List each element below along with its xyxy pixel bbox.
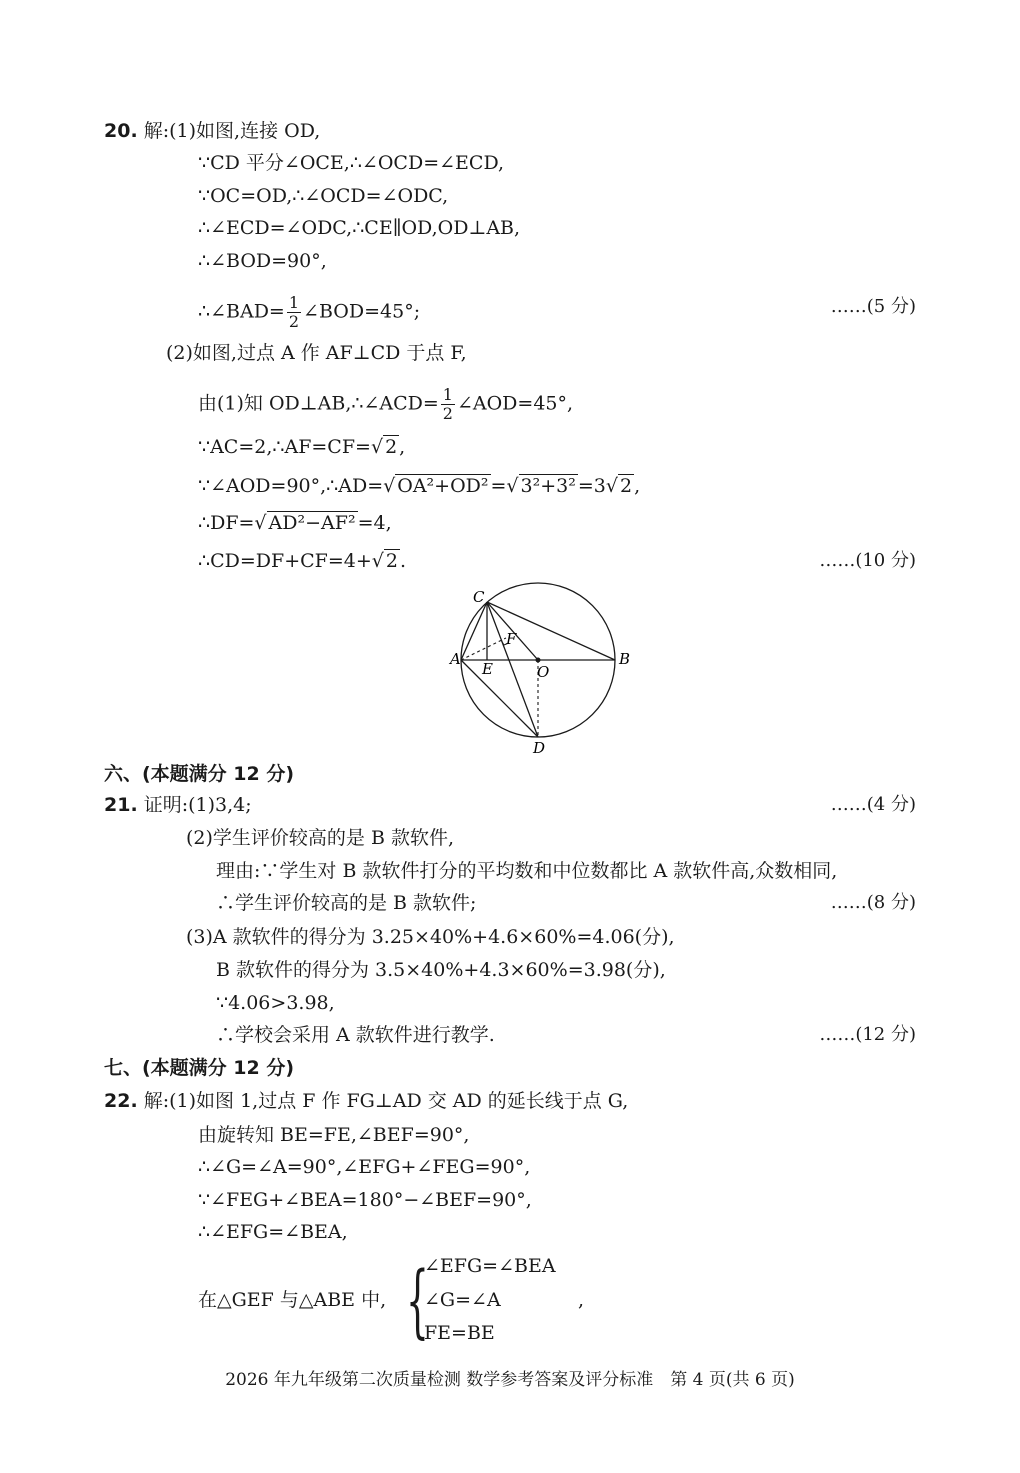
q20-m3-radicand-2: 3²+3² [520, 475, 576, 497]
segment-ad [461, 660, 538, 737]
label-c: C [473, 588, 485, 606]
q20-part2-line-4 [198, 510, 392, 536]
q21-intro: 证明:(1)3,4; [143, 794, 252, 816]
q20-m3-radicand-3: 2 [620, 475, 633, 497]
label-d: D [533, 739, 546, 757]
q20-part2-line-5 [198, 548, 406, 574]
q22-line-1: 由旋转知 BE=FE,∠BEF=90°, [198, 1124, 470, 1146]
q22-heading [104, 1088, 628, 1114]
q21-score-12: ……(12 分) [819, 1024, 916, 1045]
q22-system-line-3: FE=BE [424, 1322, 495, 1344]
q20-m5-post: . [399, 550, 407, 572]
system-brace: { [406, 1254, 429, 1347]
q20-m1-pre: 由(1)知 OD⊥AB,∴∠ACD= [198, 392, 439, 415]
label-b: B [619, 650, 631, 668]
q22-line-3: ∵∠FEG+∠BEA=180°−∠BEF=90°, [198, 1189, 532, 1211]
segment-af-dashed [461, 638, 506, 660]
section-7-title: 七、(本题满分 12 分) [104, 1057, 295, 1079]
fraction-numerator: 1 [288, 293, 300, 312]
q20-number: 20. [104, 120, 138, 142]
q22-line-5: 在△GEF 与△ABE 中, [198, 1289, 387, 1311]
q20-m2-radicand: 2 [385, 436, 398, 458]
segment-ca [461, 602, 487, 660]
q20-m4-post: =4, [357, 512, 392, 534]
q20-m3-pre: ∵∠AOD=90°,∴AD=√ [198, 475, 396, 497]
q21-line-1: (2)学生评价较高的是 B 款软件, [186, 827, 454, 849]
label-f: F [506, 630, 517, 648]
q21-line-5: B 款软件的得分为 3.5×40%+4.3×60%=3.98(分), [216, 959, 666, 981]
page-footer: 2026 年九年级第二次质量检测 数学参考答案及评分标准 第 4 页(共 6 页) [225, 1370, 795, 1390]
q22-system-comma: , [578, 1289, 585, 1311]
section-6-title: 六、(本题满分 12 分) [104, 763, 295, 785]
q20-m4-pre: ∴DF=√ [198, 512, 267, 534]
q21-line-6: ∵4.06>3.98, [216, 992, 335, 1014]
fraction-denominator: 2 [442, 404, 453, 423]
q22-number: 22. [104, 1090, 138, 1112]
fraction-numerator: 1 [442, 385, 453, 404]
q22-line-2: ∴∠G=∠A=90°,∠EFG+∠FEG=90°, [198, 1156, 531, 1178]
label-e: E [482, 660, 493, 678]
q22-system-line-2: ∠G=∠A [424, 1289, 501, 1311]
q20-line-5-pre: ∴∠BAD= [198, 300, 285, 323]
q20-part2-line-2 [198, 434, 405, 460]
q20-part2-line-3 [198, 473, 640, 499]
q21-line-2: 理由:∵学生对 B 款软件打分的平均数和中位数都比 A 款软件高,众数相同, [216, 860, 838, 882]
q20-m2-pre: ∵AC=2,∴AF=CF=√ [198, 436, 384, 458]
q20-m3-post: , [634, 475, 641, 497]
q20-line-2: ∵OC=OD,∴∠OCD=∠ODC, [198, 185, 449, 207]
q20-m3-radicand-1: OA²+OD² [397, 475, 489, 497]
q20-score-10: ……(10 分) [819, 550, 916, 571]
label-a: A [450, 650, 461, 668]
q21-line-3: ∴学生评价较高的是 B 款软件; [216, 892, 477, 914]
q20-m5-pre: ∴CD=DF+CF=4+√ [198, 550, 384, 572]
q20-line-5 [198, 294, 420, 331]
q20-heading [104, 118, 320, 144]
q20-line-4: ∴∠BOD=90°, [198, 250, 327, 272]
q20-m3-mid-2: =3√ [577, 475, 619, 497]
q22-line-4: ∴∠EFG=∠BEA, [198, 1221, 348, 1243]
q20-m5-radicand: 2 [385, 550, 398, 572]
q22-system-line-1: ∠EFG=∠BEA [424, 1255, 556, 1277]
point-o [536, 658, 541, 663]
q20-m1-fraction [441, 386, 455, 423]
q21-heading [104, 792, 252, 818]
q20-m3-mid: =√ [490, 475, 519, 497]
q20-m1-post: ∠AOD=45°, [456, 392, 574, 415]
q22-intro: 解:(1)如图 1,过点 F 作 FG⊥AD 交 AD 的延长线于点 G, [143, 1090, 629, 1112]
q21-line-4: (3)A 款软件的得分为 3.25×40%+4.6×60%=4.06(分), [186, 926, 675, 948]
q20-line-3: ∴∠ECD=∠ODC,∴CE∥OD,OD⊥AB, [198, 217, 521, 239]
q21-score-4: ……(4 分) [830, 794, 916, 815]
q21-number: 21. [104, 794, 138, 816]
fraction-denominator: 2 [288, 312, 300, 331]
q20-score-5: ……(5 分) [830, 296, 916, 317]
q20-line-5-post: ∠BOD=45°; [303, 300, 421, 323]
q20-part2-intro: (2)如图,过点 A 作 AF⊥CD 于点 F, [166, 342, 467, 364]
q21-line-7: ∴学校会采用 A 款软件进行教学. [216, 1024, 495, 1046]
q20-circle-figure [440, 580, 650, 760]
q20-m2-post: , [399, 436, 406, 458]
q20-line-1: ∵CD 平分∠OCE,∴∠OCD=∠ECD, [198, 152, 505, 174]
q20-part2-line-1 [198, 386, 573, 423]
q20-intro: 解:(1)如图,连接 OD, [143, 120, 321, 142]
q20-m4-radicand: AD²−AF² [268, 512, 356, 534]
label-o: O [537, 663, 550, 681]
q21-score-8: ……(8 分) [830, 892, 916, 913]
q20-fraction-half [287, 294, 301, 331]
